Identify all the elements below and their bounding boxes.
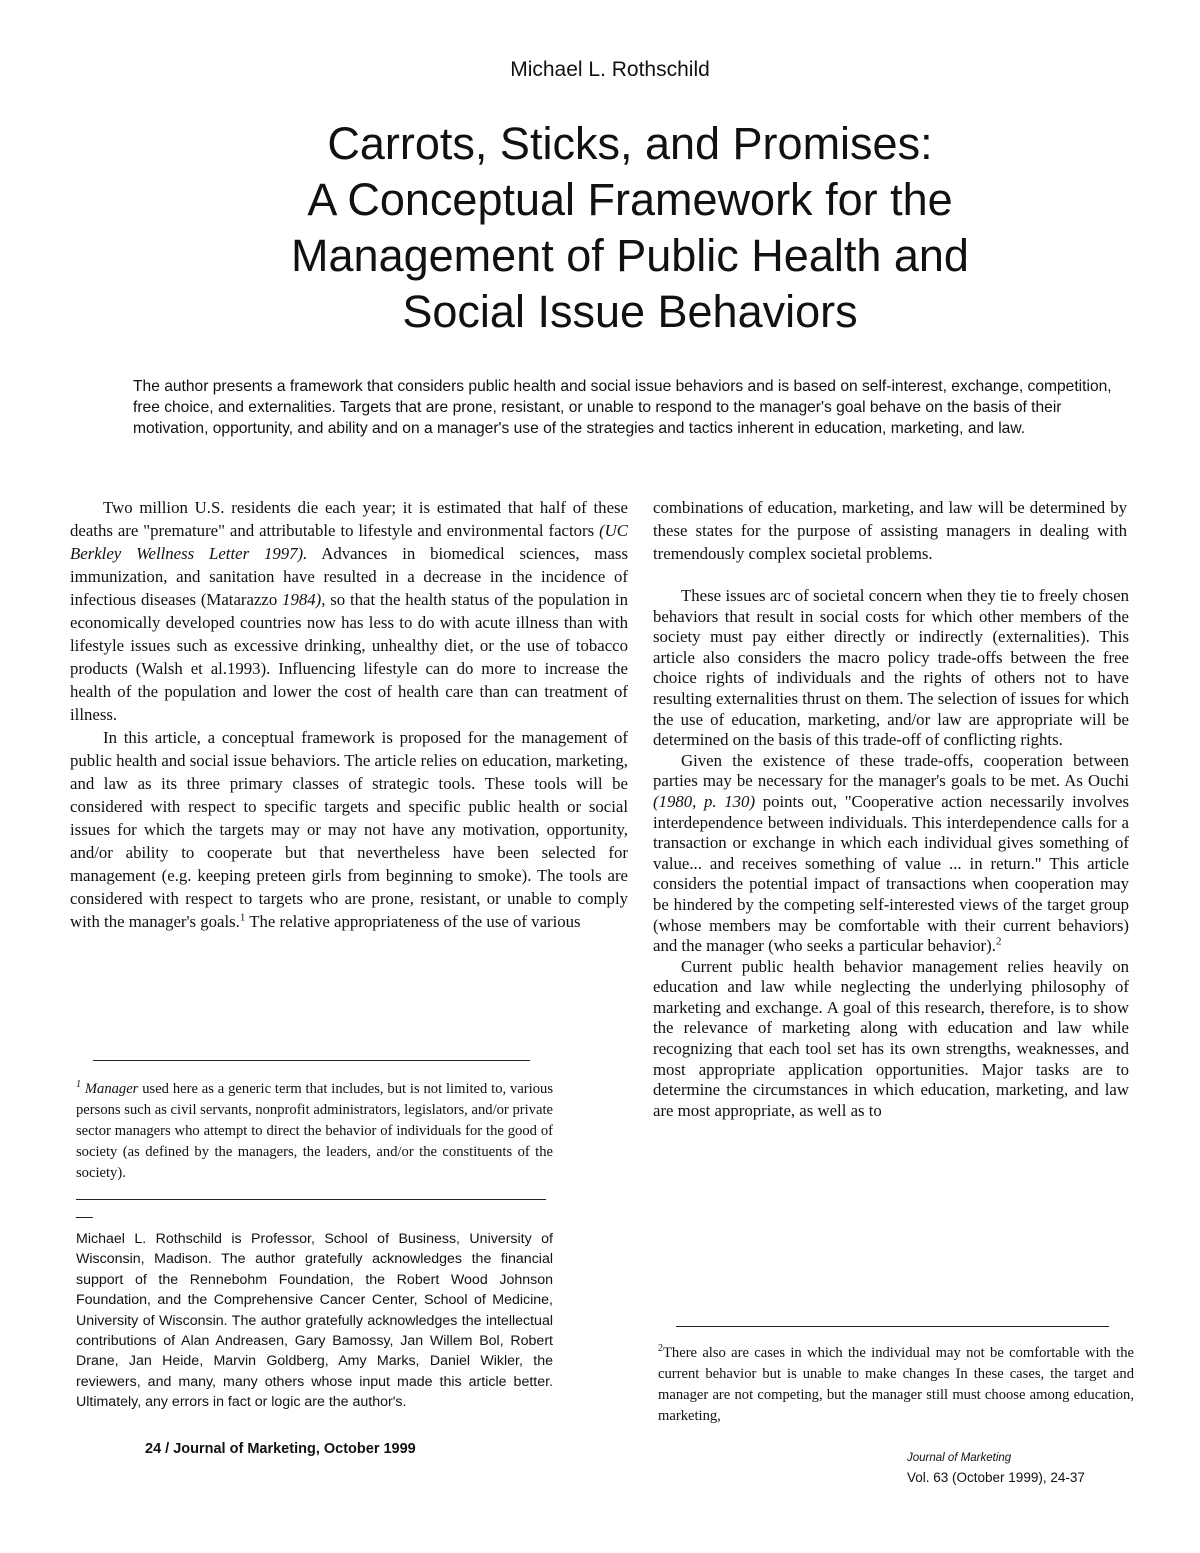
left-column [70,496,628,933]
footnote-term: Manager [84,1080,139,1097]
footnote-rule [76,1199,546,1200]
right-column-top [653,496,1127,565]
body-paragraph: In this article, a conceptual framework is proposed for the management of public health and social issue behaviors. The article relies on education, marketing, and law as its three primary classes of strategic tools. These tools will be considered with respect to specific targets and specific public health or social issues for which the targets may or may not have any motivation, opportunity, and/or ability to cooperate but that nevertheless have been selected for management (e.g. keeping preteen girls from beginning to smoke). The tools are considered with respect to targets who are prone, resistant, or unable to comply with the manager's goals.$^1$ The relative appropriateness of the use of various [70,728,628,931]
title-line: Carrots, Sticks, and Promises: [327,118,933,169]
article-title [0,116,1200,340]
footnote-rule [93,1060,530,1061]
page-folio: 24 / Journal of Marketing, October 1999 [145,1441,416,1457]
body-paragraph: Two million U.S. residents die each year; it is estimated that half of these deaths are "premature" and attributable to lifestyle and environmental factors (UC Berkley Wellness Letter 1997). Advances in biomedical sciences, mass immunization, and sanitation have resulted in a decrease in the incidence of infectious diseases (Matarazzo 1984), so that the health status of the population in economically developed countries now has less to do with acute illness than with lifestyle issues such as excessive drinking, unhealthy diet, or the use of tobacco products (Walsh et al.1993). Influencing lifestyle can do more to increase the health of the population and lower the cost of health care than can treatment of illness. [70,498,628,724]
journal-volume: Vol. 63 (October 1999), 24-37 [907,1470,1085,1485]
citation: 1984), [282,590,326,609]
citation: (1980, p. 130) [653,791,756,811]
citation: (UC Berkley Wellness Letter 1997). [70,521,628,563]
author-bio: Michael L. Rothschild is Professor, School of Business, University of Wisconsin, Madison. The author gratefully acknowledges the financial support of the Rennebohm Foundation, the Robert Wood Johnson Foundation, and the Comprehensive Cancer Center, School of Medicine, University of Wisconsin. The author gratefully acknowledges the intellectual contributions of Alan Andreasen, Gary Bamossy, Jan Willem Bol, Robert Drane, Jan Heide, Marvin Goldberg, Amy Marks, Daniel Wikler, the reviewers, and many, many others whose input made this article better. Ultimately, any errors in fact or logic are the author's. [76,1231,553,1411]
right-column [653,586,1129,1121]
footnote-rule [676,1326,1109,1327]
footnote-1: $^1$ Manager used here as a generic term that includes, but is not limited to, various persons such as civil servants, nonprofit administrators, legislators, and/or private sector managers who attempt to direct the behavior of individuals for the good of society (as defined by the managers, the leaders, and/or the constituents of the society). [76,1079,553,1181]
body-paragraph: These issues arc of societal concern when they tie to freely chosen behaviors that result in social costs for which other members of the society must pay either directly or indirectly (externalities). This article also considers the macro policy trade-offs between the free choice rights of individuals and the rights of others not to have resulting externalities thrust on them. The selection of issues for which the use of education, marketing, and/or law are appropriate will be determined on the basis of this trade-off of conflicting rights. [653,586,1129,750]
footnote-mark: 2 [658,1343,663,1354]
author-name: Michael L. Rothschild [510,58,710,81]
title-line: Social Issue Behaviors [402,286,858,337]
body-paragraph: combinations of education, marketing, and law will be determined by these states for the purpose of assisting managers in dealing with tremendously complex societal problems. [653,498,1127,563]
journal-name: Journal of Marketing [907,1452,1012,1464]
body-paragraph: Current public health behavior management relies heavily on education and law while neglecting the underlying philosophy of marketing and exchange. A goal of this research, therefore, is to show the relevance of marketing along with education and law while recognizing that each tool set has its own strengths, weaknesses, and most appropriate application opportunities. Major tasks are to determine the circumstances in which education, marketing, and law are most appropriate, as well as to [653,956,1129,1120]
footnote-ref: 1 [239,911,246,924]
footnote-ref: 2 [995,935,1002,948]
abstract: The author presents a framework that considers public health and social issue behaviors and is based on self-interest, exchange, competition, free choice, and externalities. Targets that are prone, resistant, or unable to respond to the manager's goal behave on the basis of their motivation, opportunity, and ability and on a manager's use of the strategies and tactics inherent in education, marketing, and law. [133,378,1112,437]
footnote-mark: 1 [76,1079,81,1090]
rule-fragment: __ [76,1202,93,1219]
body-paragraph: Given the existence of these trade-offs, cooperation between parties may be necessary for the manager's goals to be met. As Ouchi (1980, p. 130) points out, "Cooperative action necessarily involves interdependence between individuals. This interdependence calls for a transaction or exchange in which each individual gives something of value... and receives something of value ... in return." This article considers the potential impact of transactions when cooperation may be hindered by the competing self-interested views of the target group (whose members may be comfortable with their current behaviors) and the manager (who seeks a particular behavior).$^2$ [653,750,1129,956]
title-line: Management of Public Health and [291,230,969,281]
title-line: A Conceptual Framework for the [307,174,953,225]
footnote-2: $^2$There also are cases in which the individual may not be comfortable with the current behavior but is unable to make changes In these cases, the target and manager are not competing, but the manager still must choose among education, marketing, [658,1343,1134,1424]
